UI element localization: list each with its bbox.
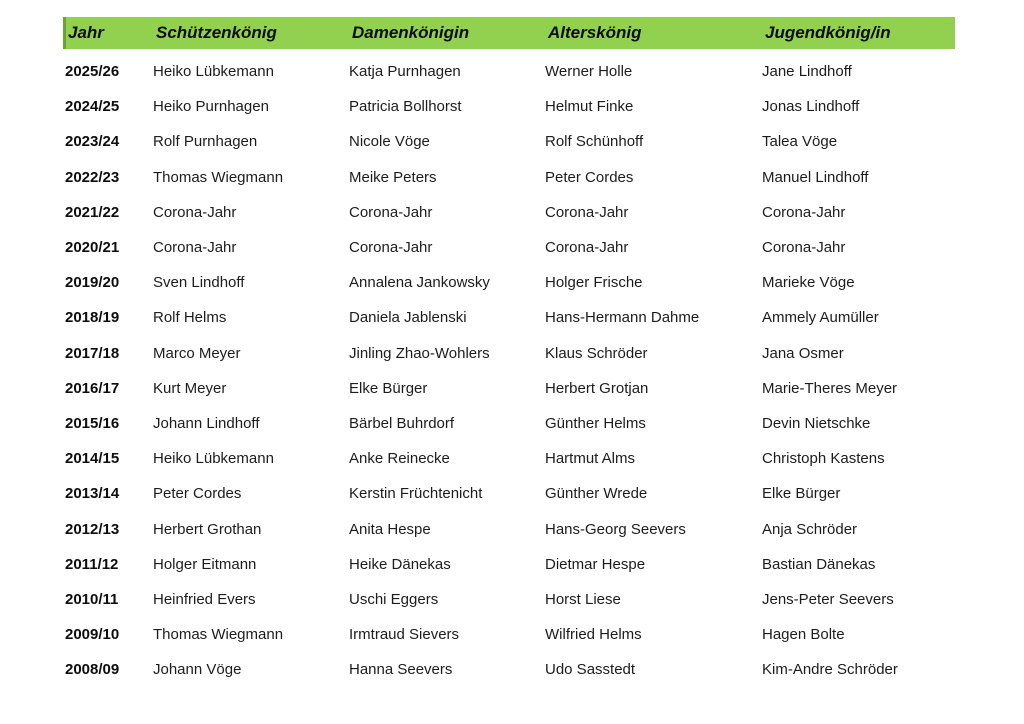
table-row (63, 265, 955, 300)
jugendkoenig-cell: Kim-Andre Schröder (762, 661, 898, 679)
table-row (63, 582, 955, 617)
schuetzenkoenig-cell: Rolf Helms (153, 309, 227, 327)
table-row (63, 476, 955, 511)
column-header-jugendkoenig: Jugendkönig/in (765, 23, 891, 42)
damenkoenigin-cell: Daniela Jablenski (349, 309, 467, 327)
damenkoenigin-cell: Hanna Seevers (349, 661, 453, 679)
year-cell: 2017/18 (65, 344, 120, 362)
schuetzenkoenig-cell: Heiko Lübkemann (153, 63, 274, 81)
year-cell: 2024/25 (65, 98, 120, 116)
year-cell: 2016/17 (65, 379, 120, 397)
table-row (63, 195, 955, 230)
year-cell: 2020/21 (65, 239, 120, 257)
alterskoenig-cell: Werner Holle (545, 63, 633, 81)
damenkoenigin-cell: Bärbel Buhrdorf (349, 414, 455, 432)
alterskoenig-cell: Günther Wrede (545, 485, 648, 503)
alterskoenig-cell: Holger Frische (545, 274, 643, 292)
year-cell: 2025/26 (65, 63, 120, 81)
year-cell: 2012/13 (65, 520, 120, 538)
column-header-jahr: Jahr (68, 23, 104, 42)
damenkoenigin-cell: Anke Reinecke (349, 450, 450, 468)
jugendkoenig-cell: Talea Vöge (762, 133, 838, 151)
schuetzenkoenig-cell: Sven Lindhoff (153, 274, 245, 292)
table-header-row (63, 17, 955, 49)
damenkoenigin-cell: Corona-Jahr (349, 239, 433, 257)
table-row (63, 441, 955, 476)
schuetzenkoenig-cell: Corona-Jahr (153, 203, 237, 221)
year-cell: 2010/11 (65, 590, 119, 608)
schuetzenkoenig-cell: Heinfried Evers (153, 590, 256, 608)
year-cell: 2015/16 (65, 414, 120, 432)
damenkoenigin-cell: Kerstin Früchtenicht (349, 485, 483, 503)
jugendkoenig-cell: Corona-Jahr (762, 203, 846, 221)
damenkoenigin-cell: Irmtraud Sievers (349, 626, 460, 644)
jugendkoenig-cell: Devin Nietschke (762, 414, 871, 432)
table-row (63, 54, 955, 89)
column-header-alterskoenig: Alterskönig (548, 23, 642, 42)
damenkoenigin-cell: Uschi Eggers (349, 590, 439, 608)
year-cell: 2009/10 (65, 626, 120, 644)
alterskoenig-cell: Wilfried Helms (545, 626, 642, 644)
jugendkoenig-cell: Jens-Peter Seevers (762, 590, 894, 608)
jugendkoenig-cell: Bastian Dänekas (762, 555, 876, 573)
damenkoenigin-cell: Corona-Jahr (349, 203, 433, 221)
schuetzenkoenig-cell: Herbert Grothan (153, 520, 262, 538)
koenige-table (63, 17, 955, 687)
year-cell: 2022/23 (65, 168, 120, 186)
table-body (63, 49, 955, 687)
schuetzenkoenig-cell: Thomas Wiegmann (153, 626, 284, 644)
table-row (63, 371, 955, 406)
alterskoenig-cell: Hans-Hermann Dahme (545, 309, 700, 327)
column-header-damenkoenigin: Damenkönigin (352, 23, 470, 42)
schuetzenkoenig-cell: Johann Vöge (153, 661, 242, 679)
schuetzenkoenig-cell: Rolf Purnhagen (153, 133, 258, 151)
jugendkoenig-cell: Ammely Aumüller (762, 309, 879, 327)
schuetzenkoenig-cell: Peter Cordes (153, 485, 242, 503)
damenkoenigin-cell: Anita Hespe (349, 520, 431, 538)
table-row (63, 511, 955, 546)
jugendkoenig-cell: Marieke Vöge (762, 274, 855, 292)
table-row (63, 230, 955, 265)
year-cell: 2014/15 (65, 450, 120, 468)
jugendkoenig-cell: Corona-Jahr (762, 239, 846, 257)
year-cell: 2013/14 (65, 485, 120, 503)
schuetzenkoenig-cell: Johann Lindhoff (153, 414, 260, 432)
schuetzenkoenig-cell: Holger Eitmann (153, 555, 257, 573)
alterskoenig-cell: Horst Liese (545, 590, 621, 608)
jugendkoenig-cell: Anja Schröder (762, 520, 858, 538)
column-header-schuetzenkoenig: Schützenkönig (156, 23, 277, 42)
jugendkoenig-cell: Jonas Lindhoff (762, 98, 860, 116)
alterskoenig-cell: Hartmut Alms (545, 450, 636, 468)
schuetzenkoenig-cell: Heiko Lübkemann (153, 450, 274, 468)
table-row (63, 617, 955, 652)
table-row (63, 160, 955, 195)
damenkoenigin-cell: Nicole Vöge (349, 133, 430, 151)
alterskoenig-cell: Helmut Finke (545, 98, 634, 116)
alterskoenig-cell: Hans-Georg Seevers (545, 520, 686, 538)
alterskoenig-cell: Peter Cordes (545, 168, 634, 186)
jugendkoenig-cell: Hagen Bolte (762, 626, 845, 644)
jugendkoenig-cell: Marie-Theres Meyer (762, 379, 898, 397)
year-cell: 2019/20 (65, 274, 120, 292)
jugendkoenig-cell: Christoph Kastens (762, 450, 885, 468)
year-cell: 2021/22 (65, 203, 120, 221)
alterskoenig-cell: Corona-Jahr (545, 203, 629, 221)
table-row (63, 300, 955, 335)
table-row (63, 547, 955, 582)
damenkoenigin-cell: Heike Dänekas (349, 555, 451, 573)
damenkoenigin-cell: Patricia Bollhorst (349, 98, 462, 116)
damenkoenigin-cell: Elke Bürger (349, 379, 428, 397)
table-row (63, 89, 955, 124)
jugendkoenig-cell: Manuel Lindhoff (762, 168, 869, 186)
schuetzenkoenig-cell: Heiko Purnhagen (153, 98, 269, 116)
year-cell: 2011/12 (65, 555, 119, 573)
year-cell: 2008/09 (65, 661, 120, 679)
damenkoenigin-cell: Annalena Jankowsky (349, 274, 490, 292)
alterskoenig-cell: Dietmar Hespe (545, 555, 646, 573)
table-row (63, 124, 955, 159)
table-row (63, 652, 955, 687)
schuetzenkoenig-cell: Kurt Meyer (153, 379, 227, 397)
table-row (63, 406, 955, 441)
damenkoenigin-cell: Meike Peters (349, 168, 437, 186)
year-cell: 2018/19 (65, 309, 120, 327)
alterskoenig-cell: Herbert Grotjan (545, 379, 649, 397)
table-row (63, 336, 955, 371)
jugendkoenig-cell: Elke Bürger (762, 485, 841, 503)
damenkoenigin-cell: Jinling Zhao-Wohlers (349, 344, 490, 362)
alterskoenig-cell: Rolf Schünhoff (545, 133, 644, 151)
schuetzenkoenig-cell: Marco Meyer (153, 344, 241, 362)
alterskoenig-cell: Corona-Jahr (545, 239, 629, 257)
year-cell: 2023/24 (65, 133, 120, 151)
damenkoenigin-cell: Katja Purnhagen (349, 63, 461, 81)
schuetzenkoenig-cell: Thomas Wiegmann (153, 168, 284, 186)
alterskoenig-cell: Günther Helms (545, 414, 646, 432)
jugendkoenig-cell: Jane Lindhoff (762, 63, 852, 81)
schuetzenkoenig-cell: Corona-Jahr (153, 239, 237, 257)
jugendkoenig-cell: Jana Osmer (762, 344, 844, 362)
alterskoenig-cell: Udo Sasstedt (545, 661, 636, 679)
alterskoenig-cell: Klaus Schröder (545, 344, 648, 362)
